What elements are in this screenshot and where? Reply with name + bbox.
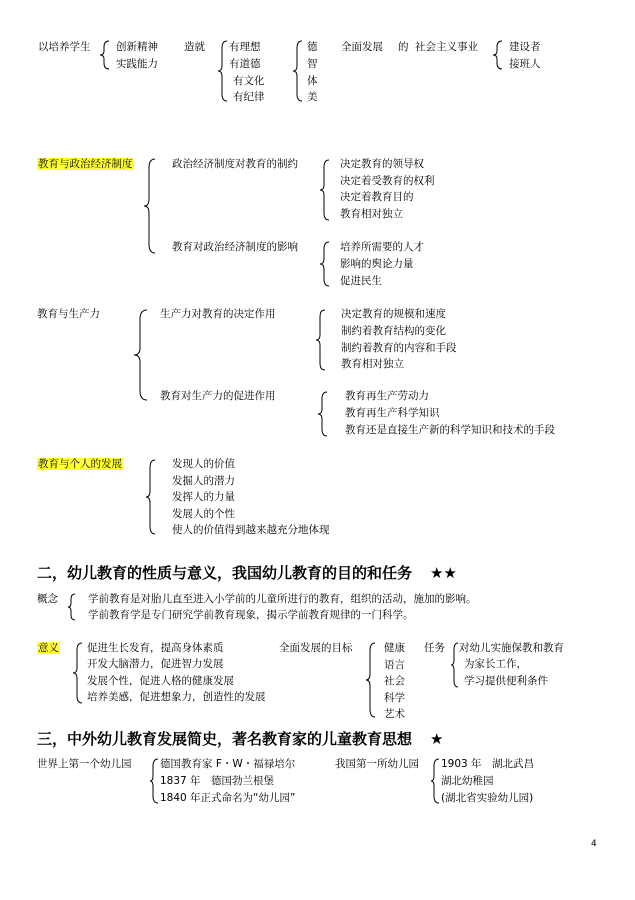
productivity-item: 决定教育的规模和速度: [341, 308, 446, 320]
politics-item: 决定着受教育的权利: [340, 175, 435, 187]
goal-item: 科学: [384, 692, 405, 704]
role-item: 建设者: [509, 41, 541, 53]
goal-label: 全面发展的目标: [279, 642, 353, 654]
productivity-item: 教育还是直接生产新的科学知识和技术的手段: [345, 424, 555, 436]
personal-item: 发挥人的力量: [172, 491, 235, 503]
goal-item: 健康: [384, 642, 405, 654]
phrase-text: 社会主义事业: [415, 41, 478, 53]
brace-productivity: [134, 309, 148, 401]
personal-title: 教育与个人的发展: [38, 458, 122, 470]
brace-china: [431, 758, 440, 804]
politics-item: 影响的舆论力量: [340, 258, 414, 270]
brace-goals: [366, 642, 376, 718]
china-label: 我国第一所幼儿园: [335, 758, 419, 770]
brace-productivity-1: [316, 309, 326, 371]
personal-item: 发掘人的潜力: [172, 475, 235, 487]
brace-politics-1: [320, 159, 330, 221]
ability-item: 实践能力: [116, 58, 158, 70]
role-item: 接班人: [509, 58, 541, 70]
section3-heading: 三，中外幼儿教育发展简史，著名教育家的儿童教育思想 ★: [37, 730, 444, 748]
personal-item: 使人的价值得到越来越充分地体现: [172, 524, 330, 536]
brace-productivity-2: [318, 391, 328, 437]
politics-item: 决定着教育目的: [340, 191, 414, 203]
brace-world: [150, 758, 159, 804]
virtue-item: 智: [307, 58, 318, 70]
virtue-item: 体: [307, 75, 318, 87]
china-item: (湖北省实验幼儿园): [441, 792, 534, 804]
brace-tasks: [451, 642, 459, 688]
task-item: 对幼儿实施保教和教育: [459, 642, 564, 654]
politics-title: 教育与政治经济制度: [38, 158, 133, 170]
concept-item: 学前教育学是专门研究学前教育现象，揭示学前教育规律的一门科学。: [88, 609, 414, 621]
quality-item: 有文化: [233, 75, 265, 87]
productivity-item: 教育相对独立: [341, 358, 404, 370]
meaning-item: 开发大脑潜力，促进智力发展: [87, 658, 224, 670]
brace-roles: [493, 40, 503, 70]
quality-item: 有纪律: [233, 91, 265, 103]
brace-abilities: [100, 40, 110, 70]
virtue-item: 美: [307, 91, 318, 103]
brace-politics-2: [320, 241, 330, 287]
politics-branch: 政治经济制度对教育的制约: [172, 158, 298, 170]
meaning-label: 意义: [38, 642, 59, 654]
politics-item: 促进民生: [340, 275, 382, 287]
brace-meaning: [73, 642, 83, 704]
goal-item: 社会: [384, 675, 405, 687]
productivity-item: 制约着教育的内容和手段: [341, 342, 457, 354]
page-number: 4: [591, 839, 597, 849]
task-item: 为家长工作，: [464, 658, 527, 670]
politics-item: 教育相对独立: [340, 208, 403, 220]
meaning-item: 发展个性，促进人格的健康发展: [87, 675, 234, 687]
lead-text: 以培养学生: [38, 41, 91, 53]
meaning-item: 促进生长发育，提高身体素质: [87, 642, 224, 654]
personal-item: 发展人的个性: [172, 508, 235, 520]
section2-heading: 二，幼儿教育的性质与意义，我国幼儿教育的目的和任务 ★★: [37, 564, 457, 582]
productivity-title: 教育与生产力: [37, 308, 100, 320]
politics-branch: 教育对政治经济制度的影响: [172, 241, 298, 253]
quality-item: 有理想: [229, 41, 261, 53]
productivity-branch: 生产力对教育的决定作用: [160, 308, 276, 320]
china-item: 1903 年 湖北武昌: [441, 758, 535, 770]
goal-item: 艺术: [384, 708, 405, 720]
virtue-item: 德: [307, 41, 318, 53]
productivity-item: 教育再生产科学知识: [345, 407, 440, 419]
verb-text: 造就: [184, 41, 205, 53]
phrase-text: 的: [398, 41, 409, 53]
brace-virtues: [293, 40, 303, 102]
goal-item: 语言: [384, 659, 405, 671]
concept-label: 概念: [37, 593, 58, 605]
personal-item: 发现人的价值: [172, 458, 235, 470]
brace-politics: [144, 158, 156, 254]
task-item: 学习提供便利条件: [464, 675, 548, 687]
task-label: 任务: [424, 642, 445, 654]
productivity-branch: 教育对生产力的促进作用: [160, 390, 276, 402]
meaning-item: 培养美感，促进想象力，创造性的发展: [87, 691, 266, 703]
world-item: 1840 年正式命名为“幼儿园”: [160, 792, 296, 804]
world-item: 1837 年 德国勃兰根堡: [160, 775, 275, 787]
world-item: 德国教育家 F・W・福禄培尔: [160, 758, 296, 770]
brace-concept: [68, 593, 76, 621]
quality-item: 有道德: [229, 58, 261, 70]
concept-item: 学前教育是对胎儿直至进入小学前的儿童所进行的教育，组织的活动，施加的影响。: [88, 593, 477, 605]
productivity-item: 制约着教育结构的变化: [341, 325, 446, 337]
brace-qualities: [218, 40, 228, 102]
china-item: 湖北幼稚园: [441, 775, 494, 787]
world-label: 世界上第一个幼儿园: [37, 758, 132, 770]
phrase-text: 全面发展: [341, 41, 383, 53]
brace-personal: [146, 459, 156, 535]
ability-item: 创新精神: [116, 41, 158, 53]
politics-item: 培养所需要的人才: [340, 241, 424, 253]
politics-item: 决定教育的领导权: [340, 158, 424, 170]
productivity-item: 教育再生产劳动力: [345, 390, 429, 402]
